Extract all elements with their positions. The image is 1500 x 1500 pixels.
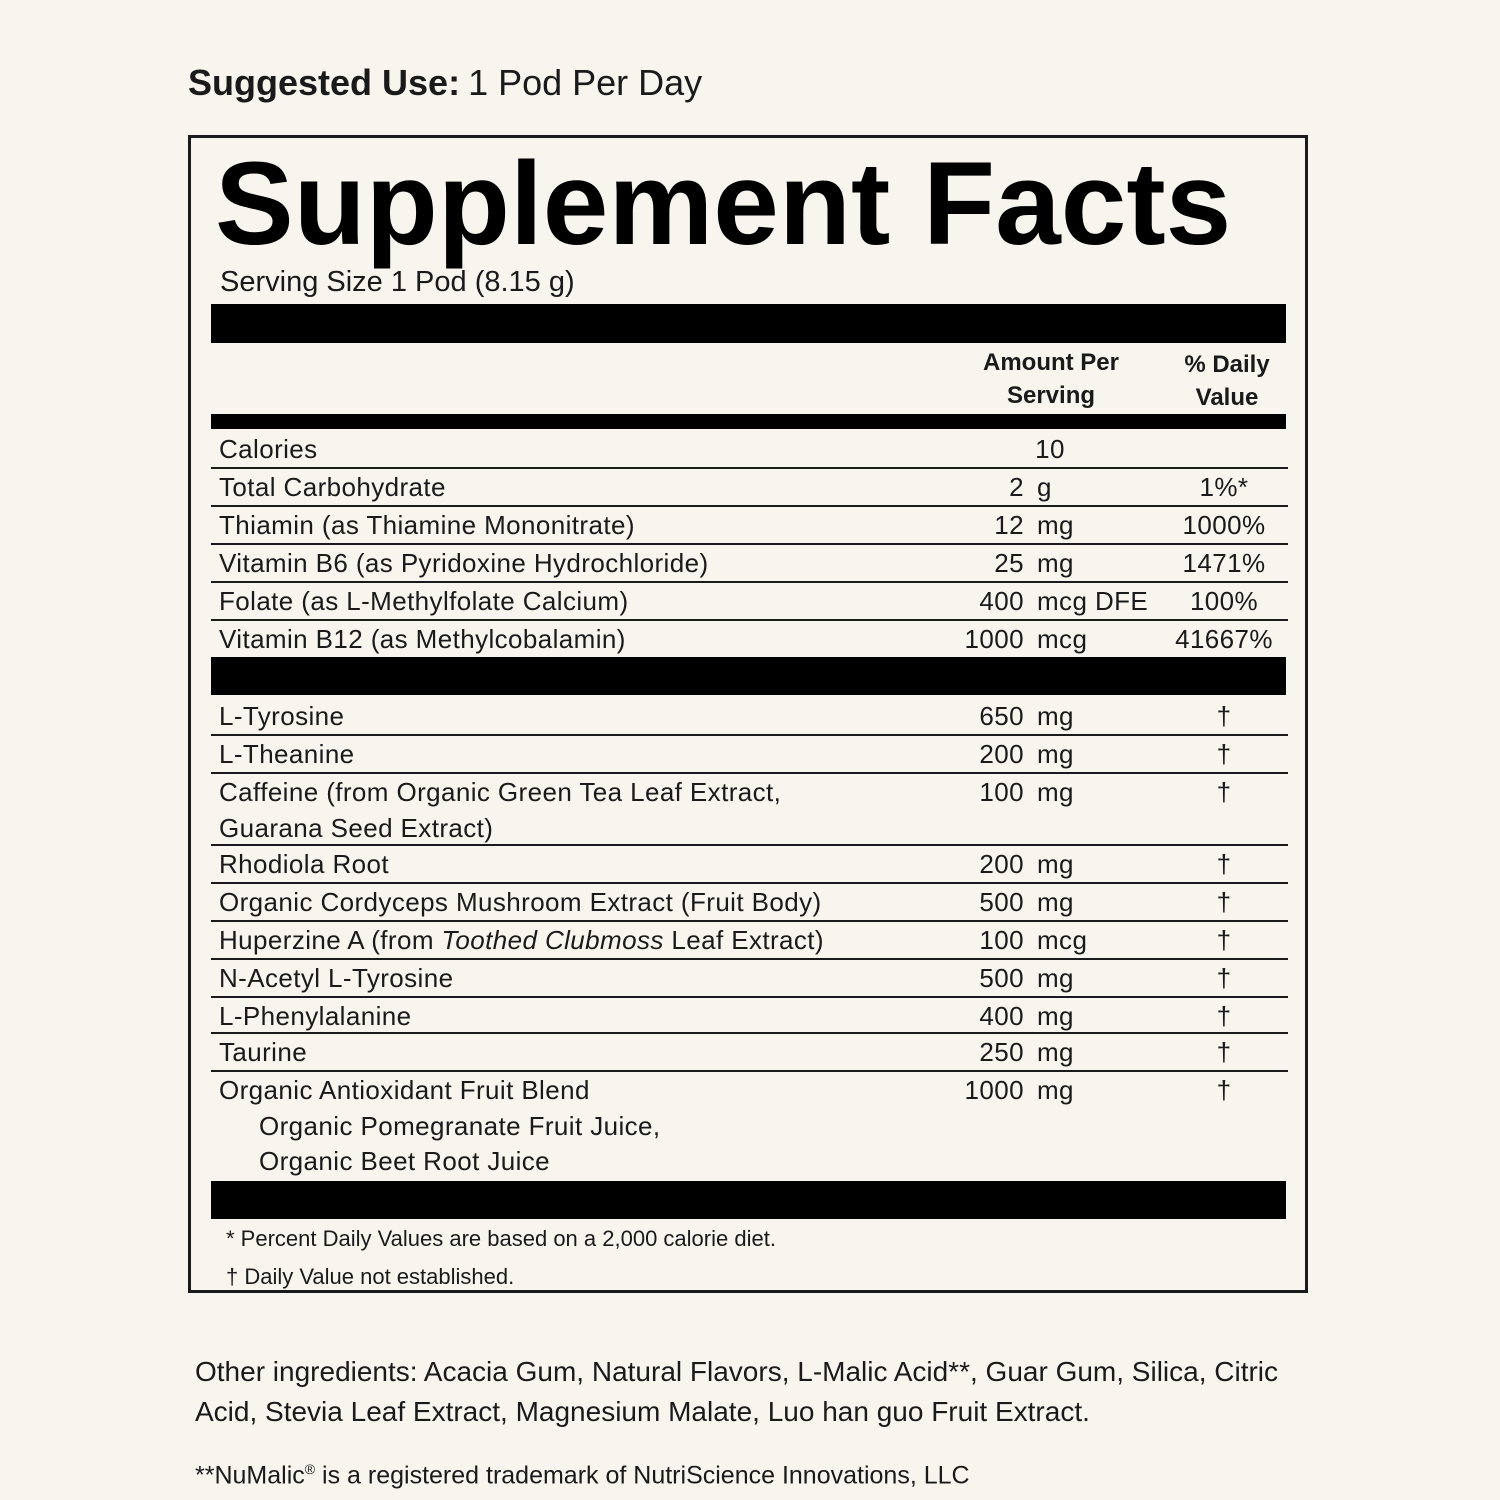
row-amount: 1000	[964, 1075, 1024, 1105]
row-daily-value: 100%	[1189, 586, 1259, 616]
row-daily-value: †	[1216, 849, 1232, 879]
row-unit: mg	[1037, 548, 1074, 578]
row-name	[219, 922, 824, 959]
row-unit: mg	[1037, 887, 1074, 917]
row-daily-value: 41667%	[1175, 624, 1273, 654]
thick-divider	[211, 657, 1286, 695]
suggested-use	[188, 60, 702, 106]
row-amount: 400	[979, 586, 1024, 616]
row-name: Organic Cordyceps Mushroom Extract (Fruit Body)	[219, 887, 822, 917]
row-daily-value: †	[1216, 1001, 1232, 1031]
row-amount: 10	[1035, 434, 1065, 464]
row-name: Vitamin B12 (as Methylcobalamin)	[219, 624, 626, 654]
table-row	[211, 736, 1288, 774]
row-name-suffix: Leaf Extract)	[663, 925, 824, 955]
row-daily-value: †	[1216, 1037, 1232, 1067]
header-amount-line2: Serving	[1006, 382, 1096, 409]
row-name: Rhodiola Root	[219, 849, 389, 879]
row-amount: 1000	[964, 624, 1024, 654]
medium-divider	[211, 414, 1286, 429]
table-row	[211, 774, 1288, 846]
table-row	[211, 583, 1288, 621]
panel-title: Supplement Facts	[215, 138, 1232, 270]
thick-divider	[211, 304, 1286, 343]
registered-mark: ®	[304, 1461, 316, 1477]
row-unit: mg	[1037, 739, 1074, 769]
row-name: Total Carbohydrate	[219, 472, 446, 502]
row-unit: mg	[1037, 510, 1074, 540]
row-unit: mcg DFE	[1037, 586, 1149, 616]
row-name: N-Acetyl L-Tyrosine	[219, 963, 454, 993]
table-row	[211, 507, 1288, 545]
row-sub-ingredient: Organic Beet Root Juice	[259, 1146, 551, 1176]
row-unit: mg	[1037, 1075, 1074, 1105]
table-row	[211, 469, 1288, 507]
header-daily-value	[1165, 348, 1289, 414]
thick-divider	[211, 1181, 1286, 1219]
table-row	[211, 545, 1288, 583]
row-name: Calories	[219, 434, 318, 464]
footnote-dv-not-established: † Daily Value not established.	[226, 1264, 515, 1289]
row-unit: mg	[1037, 1001, 1074, 1031]
row-amount: 12	[994, 510, 1024, 540]
table-row	[211, 922, 1288, 960]
row-amount: 400	[979, 1001, 1024, 1031]
row-daily-value: †	[1216, 777, 1232, 807]
row-name: L-Tyrosine	[219, 701, 345, 731]
table-row	[211, 998, 1288, 1034]
row-unit: mg	[1037, 963, 1074, 993]
row-daily-value: †	[1216, 925, 1232, 955]
row-amount: 100	[979, 925, 1024, 955]
row-daily-value: †	[1216, 963, 1232, 993]
other-ingredients: Other ingredients: Acacia Gum, Natural Flavors, L-Malic Acid**, Guar Gum, Silica, Citric Acid, Stevia Leaf Extract, Magnesium Malate, Luo han guo Fruit Extract.	[195, 1356, 1279, 1427]
row-unit: g	[1037, 472, 1052, 502]
row-unit: mcg	[1037, 624, 1088, 654]
row-name-prefix: Huperzine A (from	[219, 925, 442, 955]
row-daily-value: 1000%	[1182, 510, 1266, 540]
row-name: L-Phenylalanine	[219, 1001, 412, 1031]
header-dv-line1: % Daily	[1184, 351, 1270, 378]
row-daily-value: 1%*	[1199, 472, 1249, 502]
row-unit: mg	[1037, 1037, 1074, 1067]
row-amount: 500	[979, 963, 1024, 993]
row-amount: 2	[1009, 472, 1024, 502]
serving-size: Serving Size 1 Pod (8.15 g)	[220, 266, 575, 298]
row-unit: mcg	[1037, 925, 1088, 955]
row-daily-value: †	[1216, 701, 1232, 731]
row-unit: mg	[1037, 777, 1074, 807]
suggested-use-label: Suggested Use:	[188, 62, 461, 103]
row-amount: 200	[979, 739, 1024, 769]
row-name: Folate (as L-Methylfolate Calcium)	[219, 586, 629, 616]
row-unit: mg	[1037, 849, 1074, 879]
suggested-use-value: 1 Pod Per Day	[468, 62, 703, 103]
row-name: Thiamin (as Thiamine Mononitrate)	[219, 510, 635, 540]
row-amount: 200	[979, 849, 1024, 879]
row-name: Vitamin B6 (as Pyridoxine Hydrochloride)	[219, 548, 709, 578]
row-unit: mg	[1037, 701, 1074, 731]
trademark-suffix: is a registered trademark of NutriScience Innovations, LLC	[315, 1461, 970, 1490]
row-name: Taurine	[219, 1037, 308, 1067]
row-amount: 25	[994, 548, 1024, 578]
table-row-calories	[211, 431, 1288, 469]
row-amount: 250	[979, 1037, 1024, 1067]
header-amount-line1: Amount Per	[982, 349, 1119, 376]
row-name: L-Theanine	[219, 739, 355, 769]
footnote-percent-dv: * Percent Daily Values are based on a 2,000 calorie diet.	[226, 1226, 776, 1251]
table-row	[211, 846, 1288, 884]
row-daily-value: †	[1216, 739, 1232, 769]
trademark-prefix: **NuMalic	[195, 1461, 305, 1490]
row-amount: 650	[979, 701, 1024, 731]
header-amount-per-serving	[960, 346, 1142, 412]
table-row	[211, 960, 1288, 998]
header-dv-line2: Value	[1195, 384, 1259, 411]
table-row	[211, 1034, 1288, 1072]
table-row	[211, 698, 1288, 736]
row-amount: 100	[979, 777, 1024, 807]
row-daily-value: †	[1216, 887, 1232, 917]
row-name: Organic Antioxidant Fruit Blend	[219, 1075, 590, 1105]
table-row	[211, 884, 1288, 922]
row-daily-value: †	[1216, 1075, 1232, 1105]
row-daily-value: 1471%	[1182, 548, 1266, 578]
trademark-notice	[195, 1452, 970, 1492]
table-row	[211, 621, 1288, 657]
table-row	[211, 1072, 1288, 1180]
row-name-continued: Guarana Seed Extract)	[219, 813, 494, 843]
row-name-italic: Toothed Clubmoss	[441, 925, 664, 955]
row-sub-ingredient: Organic Pomegranate Fruit Juice,	[259, 1111, 661, 1141]
row-name: Caffeine (from Organic Green Tea Leaf Extract,	[219, 777, 782, 807]
row-amount: 500	[979, 887, 1024, 917]
